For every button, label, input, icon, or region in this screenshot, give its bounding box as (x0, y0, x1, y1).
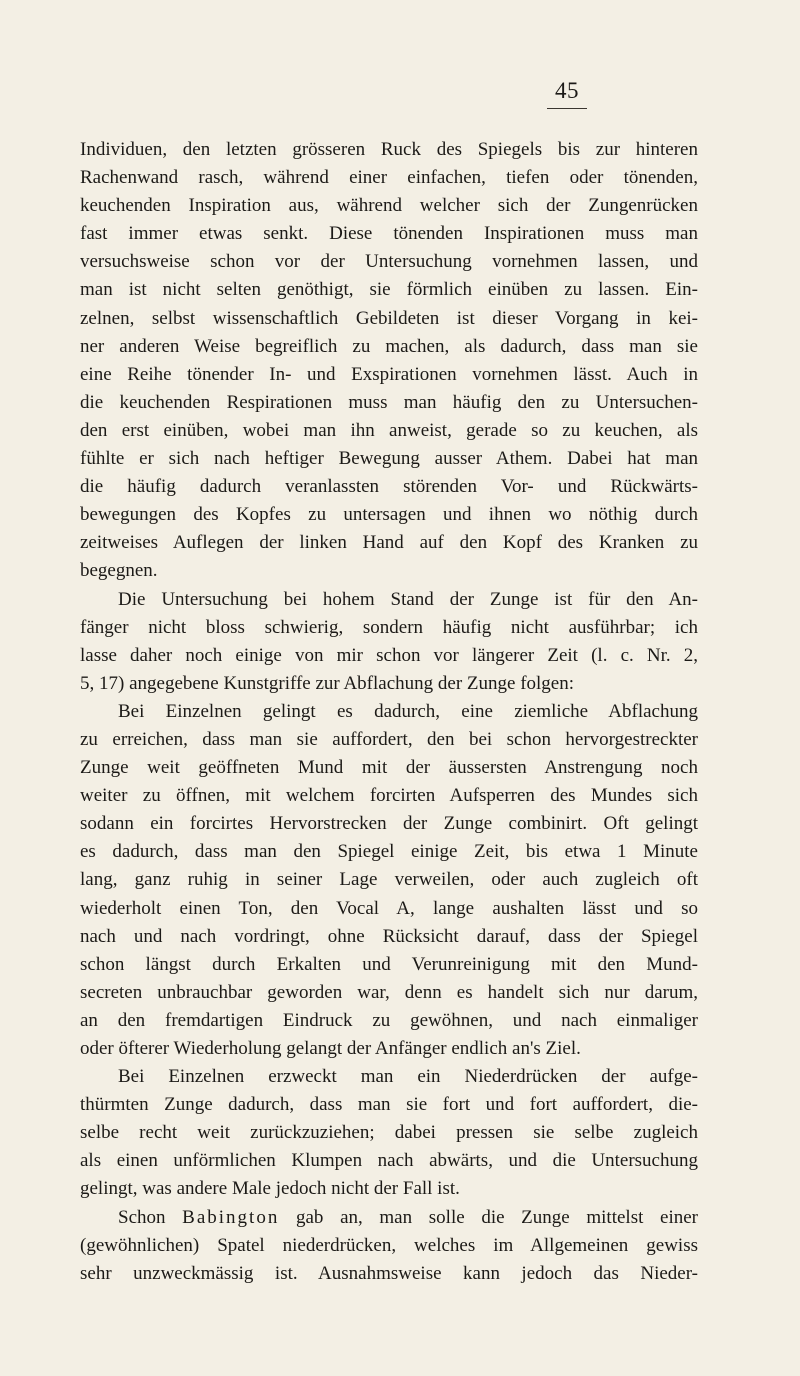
text-line: keuchenden Inspiration aus, während welcher sich der Zungenrücken (80, 195, 698, 217)
text-line: Zunge weit geöffneten Mund mit der äussersten Anstrengung noch (80, 757, 698, 779)
text-line: fänger nicht bloss schwierig, sondern häufig nicht ausführbar; ich (80, 616, 698, 638)
text-line: begegnen. (80, 560, 158, 582)
text-line: versuchsweise schon vor der Untersuchung vornehmen lassen, und (80, 251, 698, 273)
text-line: lasse daher noch einige von mir schon vor längerer Zeit (l. c. Nr. 2, (80, 644, 698, 666)
text-line: sodann ein forcirtes Hervorstrecken der Zunge combinirt. Oft gelingt (80, 813, 698, 835)
text-line: die häufig dadurch veranlassten störenden Vor- und Rückwärts- (80, 476, 698, 498)
text-line: zelnen, selbst wissenschaftlich Gebildeten ist dieser Vorgang in kei- (80, 307, 698, 329)
text-line: (gewöhnlichen) Spatel niederdrücken, welches im Allgemeinen gewiss (80, 1234, 698, 1256)
page-number-rule (547, 108, 587, 109)
body-text (80, 136, 698, 1288)
text-line: fast immer etwas senkt. Diese tönenden Inspirationen muss man (80, 223, 698, 245)
text-line: man ist nicht selten genöthigt, sie förmlich einüben zu lassen. Ein- (80, 279, 698, 301)
text-line: es dadurch, dass man den Spiegel einige Zeit, bis etwa 1 Minute (80, 841, 698, 863)
text-line: wiederholt einen Ton, den Vocal A, lange aushalten lässt und so (80, 897, 698, 919)
text-line: an den fremdartigen Eindruck zu gewöhnen, und nach einmaliger (80, 1009, 698, 1031)
text-line: Bei Einzelnen erzweckt man ein Niederdrücken der aufge- (118, 1066, 698, 1088)
text-line: eine Reihe tönender In- und Exspirationen vornehmen lässt. Auch in (80, 363, 698, 385)
text-line: secreten unbrauchbar geworden war, denn es handelt sich nur darum, (80, 981, 698, 1003)
text-line: zu erreichen, dass man sie auffordert, den bei schon hervorgestreckter (80, 728, 698, 750)
text-line: die keuchenden Respirationen muss man häufig den zu Untersuchen- (80, 391, 698, 413)
text-line: lang, ganz ruhig in seiner Lage verweilen, oder auch zugleich oft (80, 869, 698, 891)
text-line: Individuen, den letzten grösseren Ruck des Spiegels bis zur hinteren (80, 139, 698, 160)
text-line: gelingt, was andere Male jedoch nicht der Fall ist. (80, 1178, 460, 1200)
text-fragment: gab an, man solle die Zunge mittelst einer (279, 1206, 699, 1228)
text-line: zeitweises Auflegen der linken Hand auf den Kopf des Kranken zu (80, 532, 698, 554)
text-line: oder öfterer Wiederholung gelangt der Anfänger endlich an's Ziel. (80, 1038, 581, 1059)
text-line: thürmten Zunge dadurch, dass man sie fort und fort auffordert, die- (80, 1094, 698, 1116)
text-line: nach und nach vordringt, ohne Rücksicht darauf, dass der Spiegel (80, 925, 698, 947)
text-line: schon längst durch Erkalten und Verunreinigung mit den Mund- (80, 953, 698, 975)
text-line: ner anderen Weise begreiflich zu machen, als dadurch, dass man sie (80, 335, 698, 357)
text-line: den erst einüben, wobei man ihn anweist, gerade so zu keuchen, als (80, 419, 698, 441)
text-fragment: Schon (118, 1206, 183, 1228)
page-number: 45 (555, 78, 579, 103)
text-line: weiter zu öffnen, mit welchem forcirten Aufsperren des Mundes sich (80, 785, 698, 807)
text-line: fühlte er sich nach heftiger Bewegung ausser Athem. Dabei hat man (80, 448, 698, 470)
text-line: Die Untersuchung bei hohem Stand der Zunge ist für den An- (118, 588, 698, 610)
author-name: Babington (182, 1206, 280, 1228)
text-line: 5, 17) angegebene Kunstgriffe zur Abflachung der Zunge folgen: (80, 672, 575, 694)
text-line: bewegungen des Kopfes zu untersagen und ihnen wo nöthig durch (80, 504, 698, 526)
text-line (80, 1204, 698, 1232)
text-line: sehr unzweckmässig ist. Ausnahmsweise kann jedoch das Nieder- (80, 1262, 698, 1284)
text-line: als einen unförmlichen Klumpen nach abwärts, und die Untersuchung (80, 1150, 698, 1172)
text-line: selbe recht weit zurückzuziehen; dabei pressen sie selbe zugleich (80, 1122, 698, 1144)
text-line: Bei Einzelnen gelingt es dadurch, eine ziemliche Abflachung (118, 700, 698, 722)
text-line: Rachenwand rasch, während einer einfachen, tiefen oder tönenden, (80, 167, 698, 189)
